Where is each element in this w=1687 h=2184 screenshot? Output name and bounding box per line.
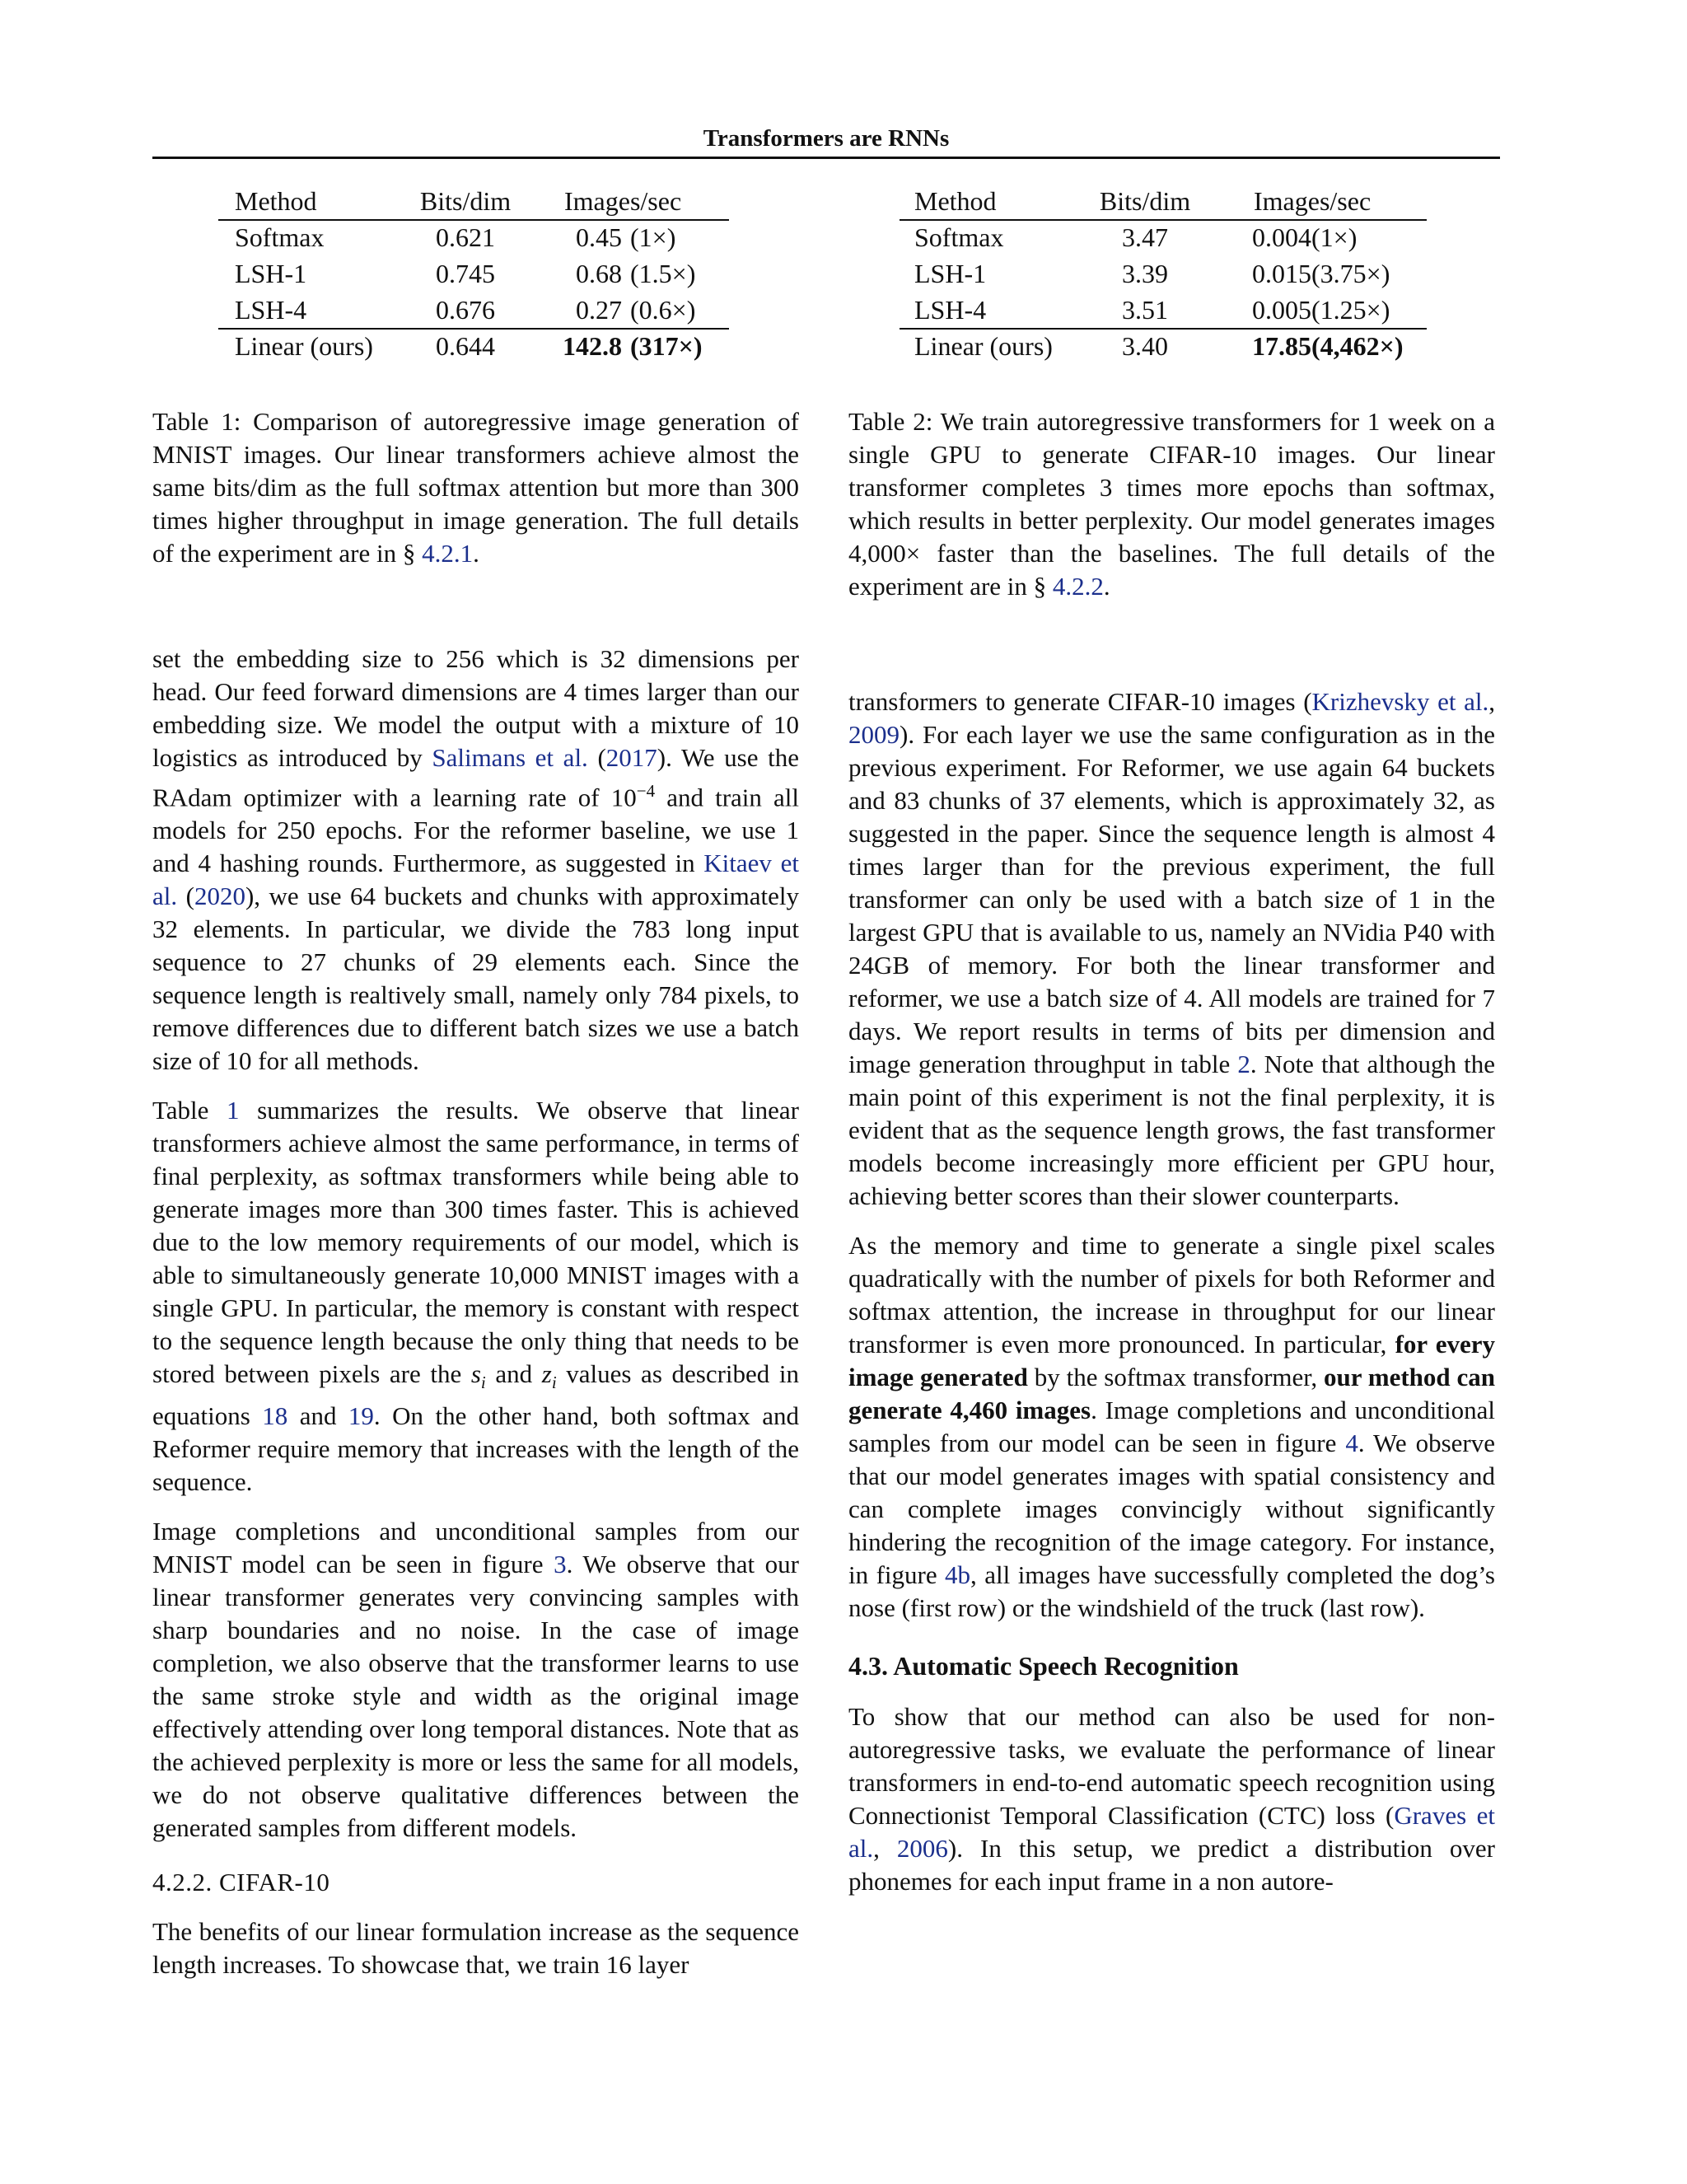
text: transformers to generate CIFAR-10 images (	[848, 687, 1312, 716]
text: As the memory and time to generate a single pixel scales quadratically with the number of pixels for both Reformer and softmax attention, the increase in throughput for our linear transformer is even more pronounced. In particular,	[848, 1231, 1495, 1359]
bits-cell: 0.644	[436, 331, 495, 361]
images-cell: 0.27	[576, 295, 622, 325]
caption-text: .	[1103, 572, 1110, 601]
table-row	[218, 219, 729, 255]
section-link[interactable]: 4.2.2	[1052, 572, 1104, 601]
table-1-caption	[152, 405, 799, 570]
paragraph: The benefits of our linear formulation increase as the sequence length increases. To showcase that, we train 16 layer	[152, 1916, 799, 1979]
math-var: s	[470, 1359, 481, 1389]
text: ). For each layer we use the same configuration as in the previous experiment. For Reformer, we use again 64 buckets and 83 chunks of 37 elements, which is approximately 32, as suggested in the paper. Since the sequence length is almost 4 times larger than for the previous experiment, the full transformer can only be used with a batch size of 1 in the largest GPU that is available to us, namely an NVidia P40 with 24GB of memory. For both the linear transformer and reformer, we use a batch size of 4. All models are trained for 7 days. We report results in terms of bits per dimension and image generation throughput in table	[848, 720, 1495, 1078]
citation-link[interactable]: Salimans et al.	[432, 743, 588, 772]
header-rule	[152, 157, 1500, 159]
citation-link[interactable]: Kitaev et al.	[152, 849, 799, 911]
section-link[interactable]: 4.2.1	[422, 539, 474, 568]
bits-cell: 3.40	[1122, 331, 1168, 361]
paragraph	[152, 643, 799, 1078]
figure-link[interactable]: 4	[1345, 1429, 1358, 1457]
speedup-cell: (3.75×)	[1311, 259, 1390, 288]
bits-cell: 0.745	[436, 259, 495, 288]
table-ref-link[interactable]: 2	[1237, 1050, 1250, 1078]
text: , all images have successfully completed the dog’s nose (first row) or the windshield of the truck (last row).	[848, 1560, 1495, 1622]
text: and train all models for 250 epochs. For the reformer baseline, we use 1 and 4 hashing rounds. Furthermore, as suggested in	[152, 783, 799, 878]
col-header-images: Images/sec	[1254, 186, 1372, 216]
images-cell: 0.015	[1252, 259, 1311, 288]
images-cell: 0.45	[576, 222, 622, 252]
paragraph	[152, 1515, 799, 1845]
bold-text: for every image generated	[848, 1330, 1495, 1391]
text: . Note that although the main point of this experiment is not the final perplexity, it is evident that as the sequence length grows, the fast transformer models become increasingly more efficient per GPU hour, achieving better scores than their slower counterparts.	[848, 1050, 1495, 1210]
images-cell: 0.005	[1252, 295, 1311, 325]
method-cell: Linear (ours)	[914, 331, 1053, 361]
text: ). We use the RAdam optimizer with a learning rate of 10	[152, 743, 800, 812]
citation-year-link[interactable]: 2017	[605, 743, 657, 772]
text: ), we use 64 buckets and chunks with approximately 32 elements. In particular, we divide the 783 long input sequence to 27 chunks of 29 elements each. Since the sequence length is realtively small, namely only 784 pixels, to remove differences due to different batch sizes we use a batch size of 10 for all methods.	[152, 882, 799, 1076]
method-cell: LSH-4	[914, 295, 987, 325]
table-1	[218, 183, 729, 372]
math-var: z	[541, 1359, 552, 1389]
subsection-title: 4.2.2. CIFAR-10	[152, 1867, 330, 1896]
table-1-header	[218, 183, 729, 219]
table-row	[218, 292, 729, 328]
images-cell: 142.8	[563, 331, 622, 361]
images-cell: 0.68	[576, 259, 622, 288]
speedup-cell: (4,462×)	[1311, 331, 1404, 361]
left-column	[152, 643, 799, 1981]
text: To show that our method can also be used for non-autoregressive tasks, we evaluate the performance of linear transformers in end-to-end automatic speech recognition using Connectionist Temporal Classification (CTC) loss (	[848, 1702, 1495, 1830]
method-cell: Linear (ours)	[235, 331, 373, 361]
caption-text: .	[473, 539, 479, 568]
text: Table	[152, 1096, 227, 1125]
equation-link[interactable]: 18	[262, 1401, 288, 1430]
method-cell: LSH-1	[914, 259, 987, 288]
text: values as described in equations	[152, 1359, 799, 1430]
method-cell: LSH-1	[235, 259, 307, 288]
method-cell: Softmax	[914, 222, 1004, 252]
text: and	[287, 1401, 348, 1430]
citation-link[interactable]: Graves et al.	[848, 1801, 1495, 1863]
col-header-images: Images/sec	[564, 186, 682, 216]
caption-text: Table 2: We train autoregressive transformers for 1 week on a single GPU to generate CIFAR-10 images. Our linear transformer completes 3 times more epochs than softmax, which results in better perplexity. Our model generates images 4,000× faster than the baselines. The full details of the experiment are in §	[848, 407, 1495, 601]
text: . We observe that our linear transformer generates very convincing samples with sharp boundaries and no noise. In the case of image completion, we also observe that the transformer learns to use the same stroke style and width as the original image effectively attending over long temporal distances. Note that as the achieved perplexity is more or less the same for all models, we do not observe qualitative differences between the generated samples from different models.	[152, 1549, 799, 1842]
images-cell: 0.004	[1252, 222, 1311, 252]
speedup-cell: (0.6×)	[630, 295, 696, 325]
bits-cell: 0.621	[436, 222, 495, 252]
math-subscript: i	[480, 1373, 486, 1393]
text: . We observe that our model generates images with spatial consistency and can complete images convincigly without significantly hindering the recognition of the image category. For instance, in figure	[848, 1429, 1495, 1589]
text: . Image completions and unconditional samples from our model can be seen in figure	[848, 1396, 1495, 1457]
table-row	[900, 292, 1427, 328]
method-cell: LSH-4	[235, 295, 307, 325]
right-column	[848, 685, 1495, 1898]
table-row	[900, 328, 1427, 364]
paragraph	[848, 1700, 1495, 1898]
table-2-caption	[848, 405, 1495, 603]
table-2-header	[900, 183, 1427, 219]
text: ,	[873, 1834, 897, 1863]
text: ,	[1488, 687, 1495, 716]
bits-cell: 3.39	[1122, 259, 1168, 288]
citation-year-link[interactable]: 2006	[896, 1834, 948, 1863]
table-2	[900, 183, 1427, 372]
method-cell: Softmax	[235, 222, 325, 252]
speedup-cell: (1.5×)	[630, 259, 696, 288]
text: and	[485, 1359, 542, 1389]
caption-text: Table 1: Comparison of autoregressive image generation of MNIST images. Our linear transformers achieve almost the same bits/dim as the full softmax attention but more than 300 times higher throughput in image generation. The full details of the experiment are in §	[152, 407, 799, 568]
exponent: −4	[636, 781, 656, 801]
text: Image completions and unconditional samples from our MNIST model can be seen in figure	[152, 1516, 799, 1578]
table-row	[900, 219, 1427, 255]
col-header-method: Method	[235, 186, 317, 216]
text: ). In this setup, we predict a distribution over phonemes for each input frame in a non autore-	[848, 1834, 1495, 1896]
paragraph	[848, 685, 1495, 1213]
paragraph	[152, 1094, 799, 1498]
citation-link[interactable]: Krizhevsky et al.	[1311, 687, 1489, 716]
table-row	[900, 255, 1427, 292]
speedup-cell: (317×)	[630, 331, 703, 361]
text: summarizes the results. We observe that linear transformers achieve almost the same performance, in terms of final perplexity, as softmax transformers while being able to generate images more than 300 times faster. This is achieved due to the low memory requirements of our model, which is able to simultaneously generate 10,000 MNIST images with a single GPU. In particular, the memory is constant with respect to the sequence length because the only thing that needs to be stored between pixels are the	[152, 1096, 800, 1389]
math-subscript: i	[551, 1373, 557, 1393]
text: (	[587, 743, 606, 772]
col-header-bits: Bits/dim	[419, 186, 512, 216]
text: (	[177, 882, 194, 911]
running-title: Transformers are RNNs	[703, 125, 950, 152]
table-row	[218, 328, 729, 364]
section-title: 4.3. Automatic Speech Recognition	[848, 1651, 1239, 1681]
citation-year-link[interactable]: 2009	[848, 720, 900, 749]
text: set the embedding size to 256 which is 32 dimensions per head. Our feed forward dimensions are 4 times larger than our embedding size. We model the output with a mixture of 10 logistics as introduced by	[152, 644, 799, 772]
figure-link[interactable]: 4b	[945, 1560, 971, 1589]
paragraph	[848, 1229, 1495, 1625]
bold-text: our method can generate 4,460 images	[848, 1363, 1496, 1424]
bits-cell: 3.51	[1122, 295, 1168, 325]
table-row	[218, 255, 729, 292]
citation-year-link[interactable]: 2020	[194, 882, 245, 911]
text: by the softmax transformer,	[1027, 1363, 1324, 1391]
speedup-cell: (1×)	[630, 222, 676, 252]
equation-link[interactable]: 19	[348, 1401, 374, 1430]
speedup-cell: (1×)	[1311, 222, 1358, 252]
bits-cell: 3.47	[1122, 222, 1168, 252]
images-cell: 17.85	[1252, 331, 1311, 361]
table-ref-link[interactable]: 1	[227, 1096, 240, 1125]
text: . On the other hand, both softmax and Reformer require memory that increases with the length of the sequence.	[152, 1401, 799, 1496]
figure-link[interactable]: 3	[554, 1549, 567, 1578]
col-header-bits: Bits/dim	[1099, 186, 1191, 216]
speedup-cell: (1.25×)	[1311, 295, 1390, 325]
col-header-method: Method	[914, 186, 997, 216]
bits-cell: 0.676	[436, 295, 495, 325]
